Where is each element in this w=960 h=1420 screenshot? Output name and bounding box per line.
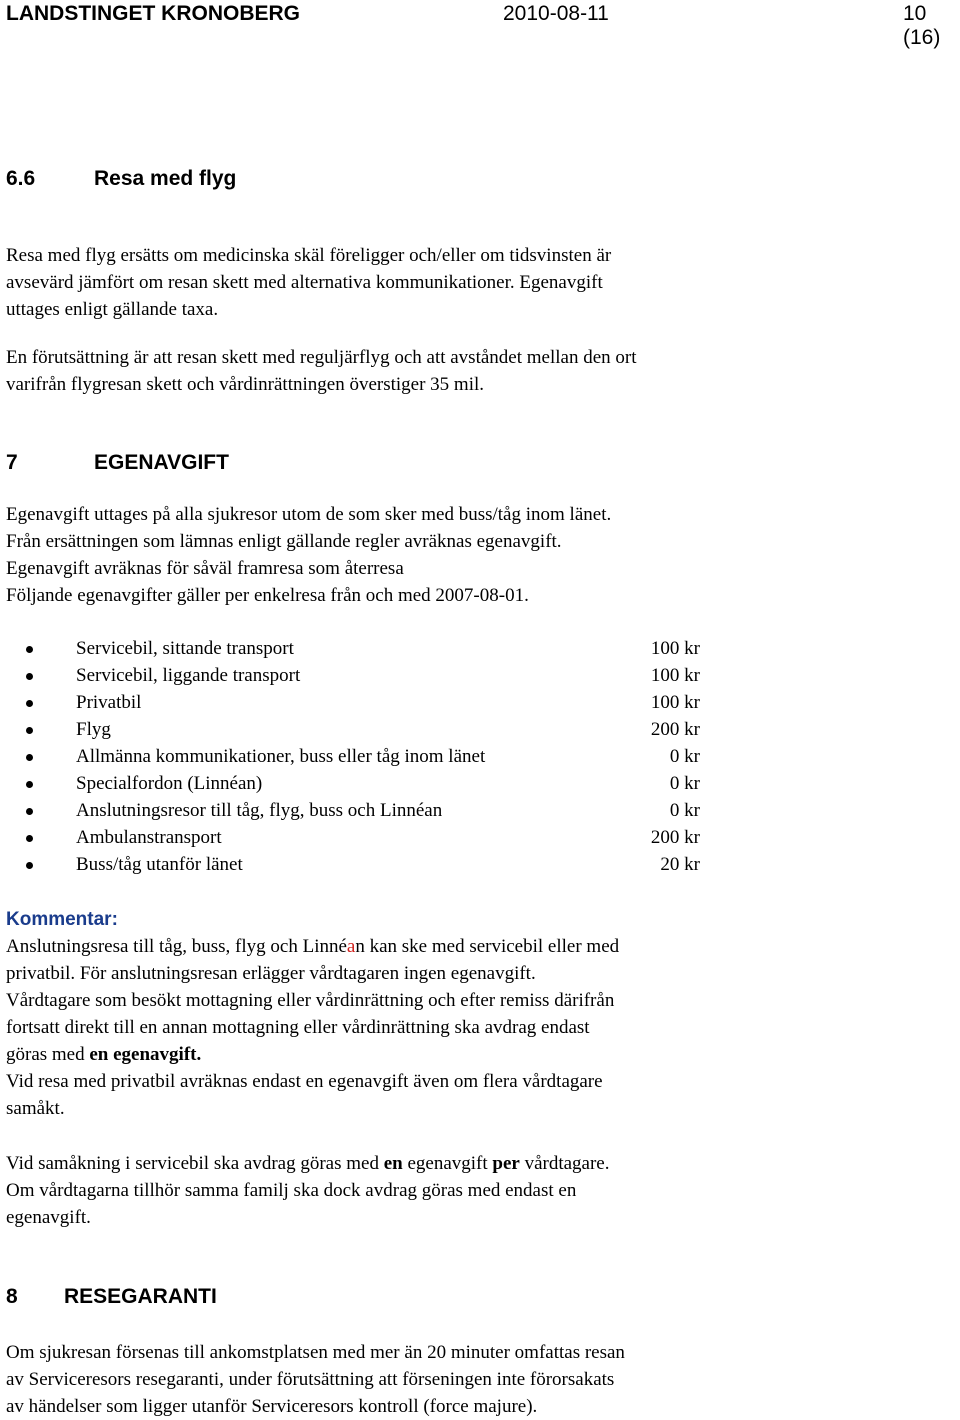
paragraph-carpool xyxy=(6,1150,946,1231)
section-title: EGENAVGIFT xyxy=(94,451,229,474)
fee-amount: 0 kr xyxy=(669,800,700,821)
text-line: Egenavgift avräknas för såväl framresa som återresa xyxy=(6,558,404,579)
comment-block xyxy=(6,906,946,1122)
bullet-icon xyxy=(26,754,33,761)
text-line: egenavgift. xyxy=(6,1207,91,1228)
bullet-icon xyxy=(26,862,33,869)
paragraph-flight-reimbursement xyxy=(6,242,946,323)
fee-amount: 0 kr xyxy=(669,773,700,794)
section-number: 7 xyxy=(6,451,18,474)
text-line: privatbil. För anslutningsresan erlägger vårdtagaren ingen egenavgift. xyxy=(6,963,536,984)
fee-label: Allmänna kommunikationer, buss eller tåg inom länet xyxy=(76,746,486,767)
fee-label: Servicebil, sittande transport xyxy=(76,638,294,659)
text-line: Om vårdtagarna tillhör samma familj ska dock avdrag göras med endast en xyxy=(6,1180,577,1201)
bullet-icon xyxy=(26,646,33,653)
text-line: Om sjukresan försenas till ankomstplatsen med mer än 20 minuter omfattas resan xyxy=(6,1342,625,1363)
fee-label: Buss/tåg utanför länet xyxy=(76,854,243,875)
highlighted-letter: a xyxy=(346,936,356,957)
text-span: vårdtagare. xyxy=(519,1153,610,1174)
text-line: av händelser som ligger utanför Serviceresors kontroll (force majure). xyxy=(6,1396,538,1417)
fee-label: Anslutningsresor till tåg, flyg, buss och Linnéan xyxy=(76,800,443,821)
fee-list xyxy=(6,635,726,878)
bullet-icon xyxy=(26,700,33,707)
fee-amount: 0 kr xyxy=(669,746,700,767)
fee-amount: 100 kr xyxy=(650,638,700,659)
fee-label: Ambulanstransport xyxy=(76,827,222,848)
list-item xyxy=(6,716,726,743)
header-organization: LANDSTINGET KRONOBERG xyxy=(6,2,300,25)
text-line xyxy=(6,1041,946,1068)
text-line: fortsatt direkt till en annan mottagning eller vårdinrättning ska avdrag endast xyxy=(6,1017,590,1038)
section-title: Resa med flyg xyxy=(94,167,237,190)
header-date: 2010-08-11 xyxy=(503,2,609,25)
text-line: Från ersättningen som lämnas enligt gällande regler avräknas egenavgift. xyxy=(6,531,562,552)
text-span: göras med xyxy=(6,1044,90,1065)
list-item xyxy=(6,635,726,662)
bullet-icon xyxy=(26,781,33,788)
section-title: RESEGARANTI xyxy=(64,1285,217,1308)
text-span: egenavgift xyxy=(402,1153,493,1174)
fee-label: Specialfordon (Linnéan) xyxy=(76,773,263,794)
fee-label: Servicebil, liggande transport xyxy=(76,665,301,686)
list-item xyxy=(6,662,726,689)
section-heading-7 xyxy=(6,451,406,479)
fee-label: Flyg xyxy=(76,719,111,740)
paragraph-egenavgift-intro xyxy=(6,501,946,609)
fee-amount: 100 kr xyxy=(650,665,700,686)
text-line: Följande egenavgifter gäller per enkelresa från och med 2007-08-01. xyxy=(6,585,529,606)
text-span: Vid samåkning i servicebil ska avdrag göras med xyxy=(6,1153,384,1174)
list-item xyxy=(6,689,726,716)
paragraph-resegaranti xyxy=(6,1339,946,1420)
text-span: n kan ske med servicebil eller med xyxy=(355,936,620,957)
bullet-icon xyxy=(26,808,33,815)
text-line: Vårdtagare som besökt mottagning eller vårdinrättning och efter remiss därifrån xyxy=(6,990,615,1011)
section-heading-6-6 xyxy=(6,167,406,195)
section-number: 6.6 xyxy=(6,167,36,190)
fee-amount: 200 kr xyxy=(650,719,700,740)
section-number: 8 xyxy=(6,1285,18,1308)
list-item xyxy=(6,851,726,878)
text-line: Vid resa med privatbil avräknas endast en egenavgift även om flera vårdtagare xyxy=(6,1071,603,1092)
fee-amount: 20 kr xyxy=(660,854,700,875)
text-line: Egenavgift uttages på alla sjukresor utom de som sker med buss/tåg inom länet. xyxy=(6,504,612,525)
text-line: samåkt. xyxy=(6,1098,65,1119)
text-line xyxy=(6,1150,946,1177)
text-line xyxy=(6,933,946,960)
fee-label: Privatbil xyxy=(76,692,142,713)
text-line: Resa med flyg ersätts om medicinska skäl föreligger och/eller om tidsvinsten är xyxy=(6,245,612,266)
bullet-icon xyxy=(26,727,33,734)
fee-amount: 200 kr xyxy=(650,827,700,848)
bullet-icon xyxy=(26,673,33,680)
comment-heading: Kommentar: xyxy=(6,909,118,930)
list-item xyxy=(6,743,726,770)
paragraph-flight-condition xyxy=(6,344,946,398)
text-line: uttages enligt gällande taxa. xyxy=(6,299,219,320)
bold-text: en xyxy=(383,1153,403,1174)
bold-text: per xyxy=(492,1153,520,1174)
section-heading-8 xyxy=(6,1285,406,1313)
fee-amount: 100 kr xyxy=(650,692,700,713)
list-item xyxy=(6,797,726,824)
list-item xyxy=(6,770,726,797)
bullet-icon xyxy=(26,835,33,842)
text-line: varifrån flygresan skett och vårdinrättningen överstiger 35 mil. xyxy=(6,374,485,395)
list-item xyxy=(6,824,726,851)
text-line: av Serviceresors resegaranti, under förutsättning att förseningen inte förorsakats xyxy=(6,1369,615,1390)
header-page-number: 10 (16) xyxy=(903,2,941,49)
text-span: Anslutningsresa till tåg, buss, flyg och Linné xyxy=(6,936,347,957)
text-line: avsevärd jämfört om resan skett med alternativa kommunikationer. Egenavgift xyxy=(6,272,603,293)
bold-text: en egenavgift. xyxy=(89,1044,202,1065)
text-line: En förutsättning är att resan skett med reguljärflyg och att avståndet mellan den ort xyxy=(6,347,637,368)
